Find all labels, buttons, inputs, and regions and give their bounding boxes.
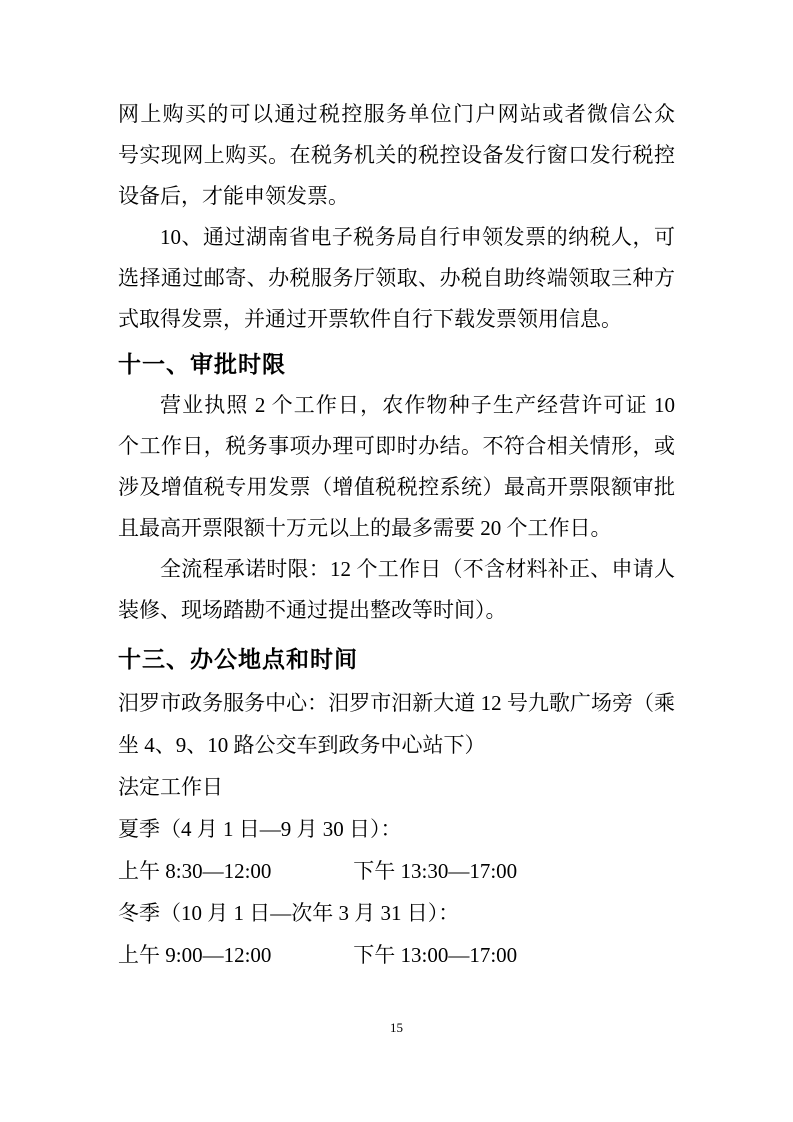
summer-morning-hours: 上午 8:30—12:00 <box>118 859 272 883</box>
section-heading-office-location-time: 十三、办公地点和时间 <box>118 646 358 672</box>
winter-hours-row <box>118 934 675 976</box>
paragraph-approval-time <box>118 385 675 549</box>
text-line: 10、通过湖南省电子税务局自行申领发票的纳税人，可 <box>160 225 675 249</box>
text-line: 且最高开票限额十万元以上的最多需要 20 个工作日。 <box>118 516 612 540</box>
summer-period-label: 夏季（4 月 1 日—9 月 30 日）： <box>118 817 402 841</box>
text-line: 式取得发票，并通过开票软件自行下载发票领用信息。 <box>118 307 622 331</box>
paragraph-item-10 <box>118 217 675 340</box>
text-line: 个工作日，税务事项办理可即时办结。不符合相关情形，或 <box>118 434 675 458</box>
office-address-line: 汨罗市政务服务中心：汨罗市汨新大道 12 号九歌广场旁（乘 <box>118 691 675 715</box>
page-body <box>118 94 675 976</box>
text-line: 网上购买的可以通过税控服务单位门户网站或者微信公众 <box>118 102 675 126</box>
page-number: 15 <box>390 1020 403 1035</box>
summer-afternoon-hours: 下午 13:30—17:00 <box>353 859 518 883</box>
winter-period-label: 冬季（10 月 1 日—次年 3 月 31 日）： <box>118 901 460 925</box>
office-address-line: 坐 4、9、10 路公交车到政务中心站下） <box>118 733 486 757</box>
summer-hours-row <box>118 850 675 892</box>
section-office-info <box>118 682 675 976</box>
paragraph-invoice-purchase <box>118 94 675 217</box>
paragraph-promised-time <box>118 549 675 631</box>
text-line: 全流程承诺时限：12 个工作日（不含材料补正、申请人 <box>160 557 675 581</box>
text-line: 设备后，才能申领发票。 <box>118 184 349 208</box>
winter-afternoon-hours: 下午 13:00—17:00 <box>353 943 518 967</box>
section-heading-approval-time-limit: 十一、审批时限 <box>118 351 286 377</box>
legal-workday-label: 法定工作日 <box>118 775 223 799</box>
text-line: 装修、现场踏勘不通过提出整改等时间）。 <box>118 598 507 622</box>
text-line: 选择通过邮寄、办税服务厅领取、办税自助终端领取三种方 <box>118 266 675 290</box>
text-line: 号实现网上购买。在税务机关的税控设备发行窗口发行税控 <box>118 143 675 167</box>
text-line: 营业执照 2 个工作日，农作物种子生产经营许可证 10 <box>160 393 675 417</box>
winter-morning-hours: 上午 9:00—12:00 <box>118 943 272 967</box>
text-line: 涉及增值税专用发票（增值税税控系统）最高开票限额审批 <box>118 475 675 499</box>
